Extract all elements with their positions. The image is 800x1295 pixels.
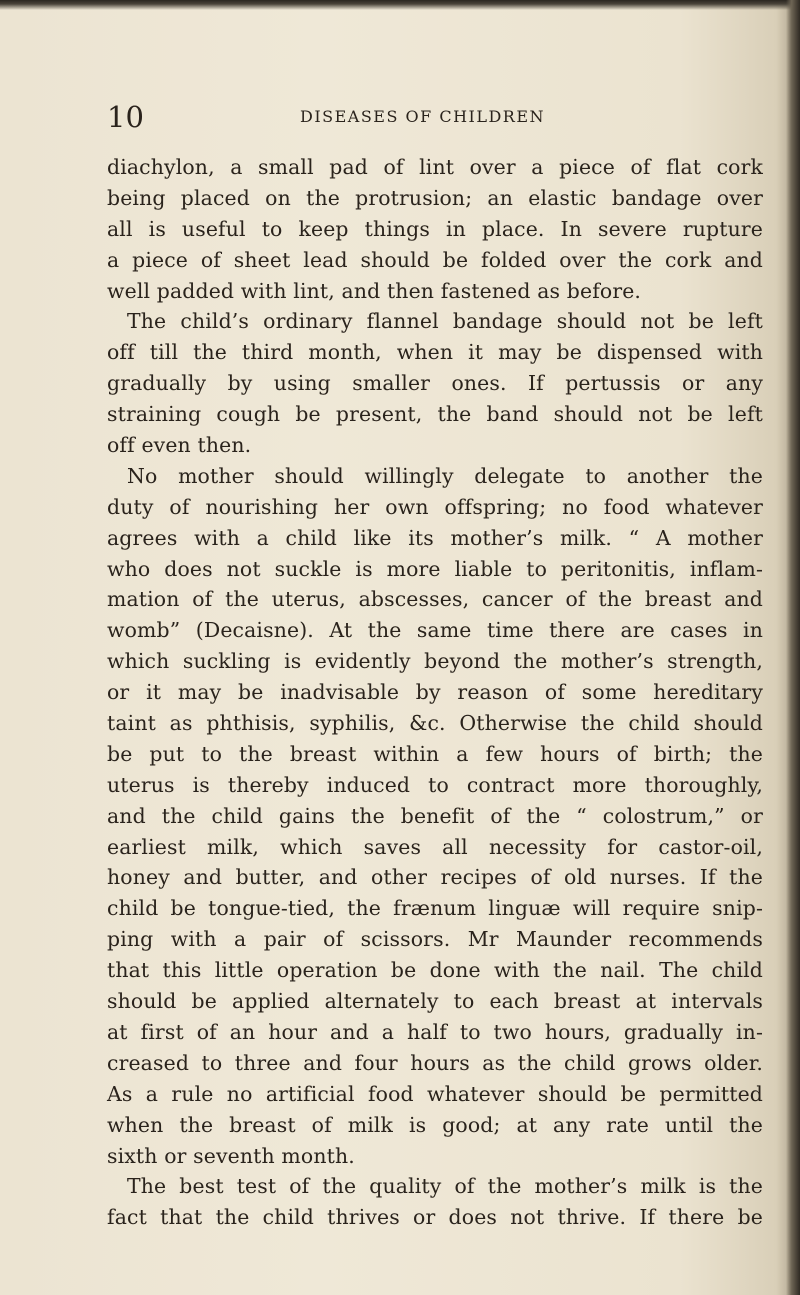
text-line: The best test of the quality of the mother’s milk is the (127, 1174, 763, 1199)
page-binding-shadow (786, 0, 800, 1295)
text-line: be put to the breast within a few hours of birth; the (107, 741, 763, 766)
text-line: duty of nourishing her own offspring; no food whatever (107, 494, 763, 519)
running-head (107, 100, 757, 134)
text-line: that this little operation be done with the nail. The child (107, 958, 763, 983)
text-line: diachylon, a small pad of lint over a piece of flat cork (107, 155, 763, 179)
text-line: earliest milk, which saves all necessity for castor-oil, (107, 834, 763, 859)
text-line: should be applied alternately to each breast at intervals (107, 989, 763, 1014)
text-line: or it may be inadvisable by reason of some hereditary (107, 680, 763, 705)
text-line: honey and butter, and other recipes of old nurses. If the (107, 865, 763, 890)
text-line: The child’s ordinary flannel bandage should not be left (127, 309, 763, 334)
text-line: taint as phthisis, syphilis, &c. Otherwise the child should (107, 711, 763, 736)
text-line: being placed on the protrusion; an elastic bandage over (107, 185, 763, 210)
text-line: and the child gains the benefit of the “ colostrum,” or (107, 803, 763, 828)
page-top-shadow (0, 0, 800, 10)
text-line: womb” (Decaisne). At the same time there are cases in (107, 618, 763, 643)
text-line: at first of an hour and a half to two hours, gradually in- (107, 1019, 763, 1044)
page-number: 10 (107, 100, 144, 134)
text-line: uterus is thereby induced to contract more thoroughly, (107, 772, 763, 797)
text-line: off till the third month, when it may be dispensed with (107, 340, 763, 365)
text-line: As a rule no artificial food whatever should be permitted (107, 1081, 763, 1106)
text-line: child be tongue-tied, the frænum linguæ will require snip- (107, 896, 763, 921)
text-line: gradually by using smaller ones. If pertussis or any (107, 371, 763, 396)
text-line: ping with a pair of scissors. Mr Maunder recommends (107, 927, 763, 952)
text-line: straining cough be present, the band should not be left (107, 402, 763, 427)
text-line: a piece of sheet lead should be folded over the cork and (107, 247, 763, 272)
text-line: when the breast of milk is good; at any rate until the (107, 1112, 763, 1137)
text-line: No mother should willingly delegate to another the (127, 463, 763, 488)
text-line: agrees with a child like its mother’s milk. “ A mother (107, 525, 763, 550)
text-line: well padded with lint, and then fastened as before. (107, 278, 642, 303)
running-head-title: DISEASES OF CHILDREN (300, 107, 546, 126)
body-text (107, 152, 763, 1233)
text-line: sixth or seventh month. (107, 1143, 355, 1168)
text-line: who does not suckle is more liable to peritonitis, inflam- (107, 556, 763, 581)
text-line: off even then. (107, 433, 252, 458)
text-line: which suckling is evidently beyond the mother’s strength, (107, 649, 763, 674)
text-line: mation of the uterus, abscesses, cancer of the breast and (107, 587, 763, 612)
text-line: fact that the child thrives or does not thrive. If there be (107, 1205, 763, 1230)
text-line: all is useful to keep things in place. In severe rupture (107, 216, 763, 241)
text-line: creased to three and four hours as the child grows older. (107, 1050, 763, 1075)
